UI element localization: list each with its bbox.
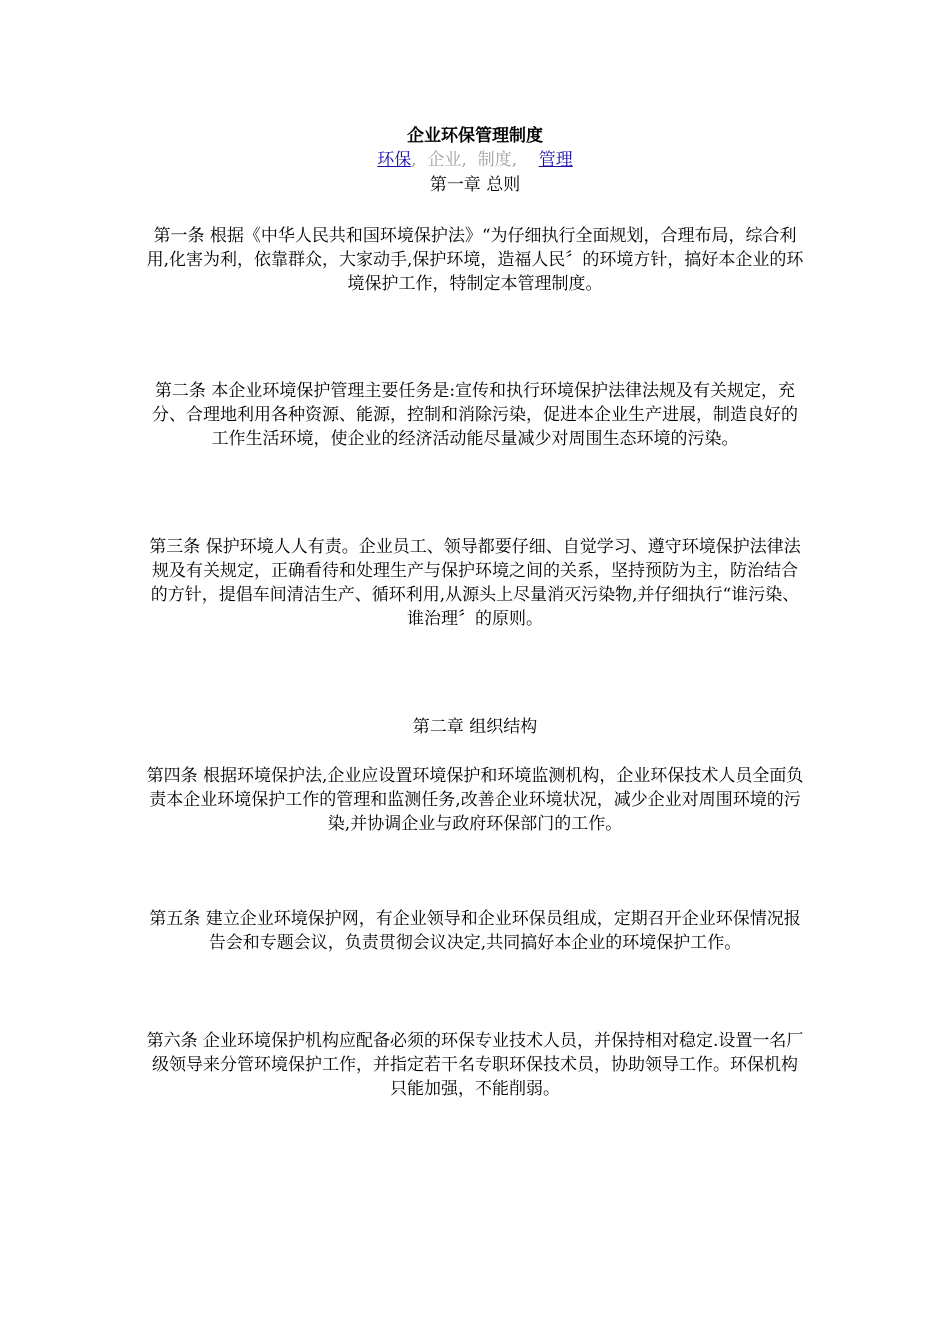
document-page — [145, 124, 805, 1101]
document-title: 企业环保管理制度 — [407, 126, 543, 146]
article-5: 第五条 建立企业环境保护网，有企业领导和企业环保员组成，定期召开企业环保情况报告会和专题会议，负责贯彻会议决定,共同搞好本企业的环境保护工作。 — [149, 909, 801, 953]
article-6: 第六条 企业环境保护机构应配备必须的环保专业技术人员，并保持相对稳定.设置一名厂级领导来分管环境保护工作，并指定若干名专职环保技术员，协助领导工作。环保机构只能加强，不能削弱。 — [146, 1031, 804, 1099]
tag-separator: , — [411, 150, 417, 170]
chapter-heading-1: 第一章 总则 — [429, 175, 521, 195]
article-3: 第三条 保护环境人人有责。企业员工、领导都要仔细、自觉学习、遵守环境保护法律法规及有关规定，正确看待和处理生产与保护环境之间的关系，坚持预防为主，防治结合的方针，提倡车间清洁生产、循环利用,从源头上尽量消灭污染物,并仔细执行“谁污染、谁治理〞的原则。 — [149, 537, 801, 629]
tag-separator: , — [511, 150, 518, 170]
tag-text-zhidu: 制度 — [477, 150, 512, 170]
tag-text-qiye: 企业 — [427, 150, 462, 170]
tag-list — [145, 148, 805, 173]
tag-link-guanli[interactable]: 管理 — [538, 150, 573, 170]
chapter-heading-2: 第二章 组织结构 — [412, 717, 538, 737]
article-2: 第二条 本企业环境保护管理主要任务是:宣传和执行环境保护法律法规及有关规定，充分、合理地利用各种资源、能源，控制和消除污染，促进本企业生产进展，制造良好的工作生活环境，使企业的经济活动能尽量减少对周围生态环境的污染。 — [152, 381, 798, 449]
article-4: 第四条 根据环境保护法,企业应设置环境保护和环境监测机构，企业环保技术人员全面负责本企业环境保护工作的管理和监测任务,改善企业环境状况，减少企业对周围环境的污染,并协调企业与政府环保部门的工作。 — [146, 766, 804, 834]
tag-separator: , — [461, 150, 467, 170]
article-1: 第一条 根据《中华人民共和国环境保护法》“为仔细执行全面规划，合理布局，综合利用,化害为利，依靠群众，大家动手,保护环境，造福人民〞的环境方针，搞好本企业的环境保护工作，特制定本管理制度。 — [146, 226, 804, 294]
tag-link-huanbao[interactable]: 环保 — [377, 150, 412, 170]
